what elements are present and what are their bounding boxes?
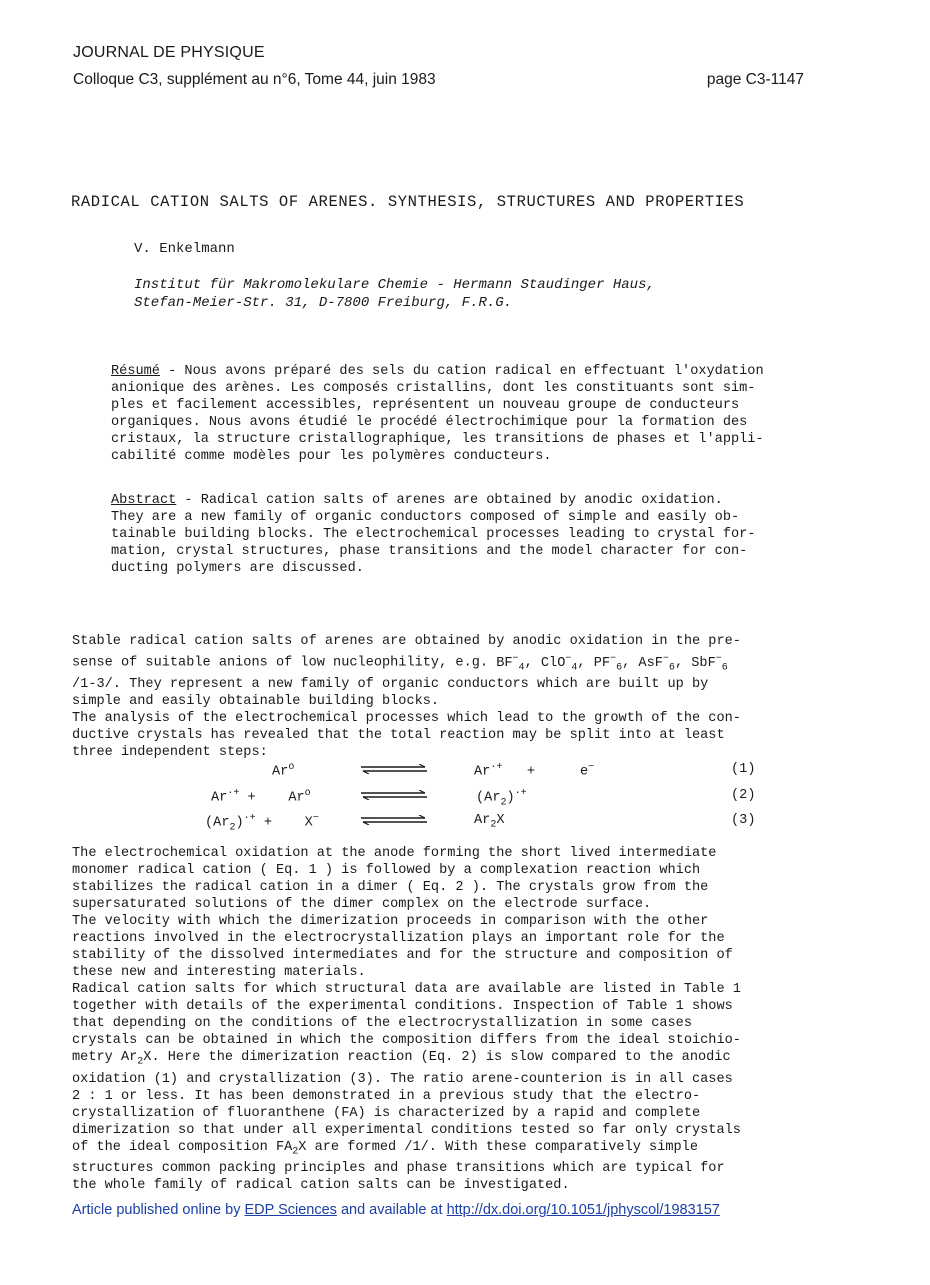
abstract-label: Abstract	[111, 493, 177, 508]
footer-notice: Article published online by EDP Sciences and available at http://dx.doi.org/10.1051/jphyscol/1983157	[72, 1202, 720, 1218]
body-paragraph-1: Stable radical cation salts of arenes are obtained by anodic oxidation in the pre- sense of suitable anions of low nucleophility, e.g. $BF^-_4$, ClO−$_4$, $PF^-_6$, AsF−$_6$, SbF−$_6$ /1-3/. They represent a new family of organic conductors which are built up by simple and easily obtainable building blocks. The analysis of the electrochemical processes which lead to the growth of the con- ductive crystals has revealed that the total reaction may be split into at least three independent steps:	[72, 634, 741, 761]
equilibrium-arrow-icon	[361, 764, 427, 774]
resume-section	[111, 363, 764, 465]
publisher-link[interactable]: EDP Sciences	[244, 1202, 337, 1218]
anion-asf6: AsF−$_6$	[638, 653, 675, 674]
body-paragraph-2	[72, 845, 741, 1194]
body-line: Stable radical cation salts of arenes are obtained by anodic oxidation in the pre-	[72, 634, 741, 649]
body-line: of the ideal composition $FA_2X$ are formed /1/. With these comparatively simple	[72, 1139, 699, 1158]
resume-label: Résumé	[111, 364, 160, 379]
body-text: structures common packing principles and phase transitions which are typical for the whole family of radical cation salts can be investigated.	[72, 1161, 725, 1194]
body-line: metry $Ar_2X$. Here the dimerization reaction (Eq. 2) is slow compared to the anodic	[72, 1050, 731, 1068]
anion-pf6: $PF^-_6$	[593, 653, 623, 674]
author: V. Enkelmann	[134, 241, 235, 257]
paper-title: RADICAL CATION SALTS OF ARENES. SYNTHESIS, STRUCTURES AND PROPERTIES	[71, 193, 745, 211]
eq1-reactant: Ar$^o$	[272, 762, 295, 780]
eq3-number: (3)	[731, 813, 756, 828]
affiliation	[134, 276, 655, 312]
eq3-product: $Ar_2X$	[474, 813, 505, 831]
body-line: sense of suitable anions of low nucleophility, e.g.	[72, 655, 497, 671]
equilibrium-arrow-icon	[361, 815, 427, 825]
affiliation-line-1: Institut für Makromolekulare Chemie - Hermann Staudinger Haus,	[134, 277, 655, 293]
anion-clo4: ClO−$_4$	[540, 653, 578, 674]
eq2-reactants: Ar·+ + Ar$^o$	[211, 788, 311, 806]
eq1-number: (1)	[731, 762, 756, 777]
abstract-section	[111, 492, 755, 577]
affiliation-line-2: Stefan-Meier-Str. 31, D-7800 Freiburg, F.R.G.	[134, 295, 513, 311]
body-text: /1-3/. They represent a new family of organic conductors which are built up by simple and easily obtainable building blocks. The analysis of the electrochemical processes which lead to the growth of the con- ductive crystals has revealed that the total reaction may be split into at least three independent steps:	[72, 677, 741, 761]
journal-name: JOURNAL DE PHYSIQUE	[73, 44, 265, 61]
eq2-product: $(Ar_2)^{\cdot+}$	[476, 788, 527, 809]
doi-link[interactable]: http://dx.doi.org/10.1051/jphyscol/1983157	[446, 1202, 720, 1218]
page-number: page C3-1147	[706, 71, 804, 88]
eq3-reactants: $(Ar_2)^{\cdot+}$ + X−	[205, 813, 319, 834]
eq1-product: Ar·+ +	[474, 762, 535, 780]
abstract-text: - Radical cation salts of arenes are obtained by anodic oxidation. They are a new family of organic conductors composed of simple and easily ob- tainable building blocks. The electrochemical processes leading to crystal for- mation, crystal structures, phase transitions and the model character for con- ducting polymers are discussed.	[111, 493, 756, 576]
body-text: oxidation (1) and crystallization (3). The ratio arene-counterion is in all cases 2 : 1 or less. It has been demonstrated in a previous study that the electro- crystallization of fluoranthene (FA) is characterized by a rapid and complete dimerization so that under all experimental conditions tested so far only crystals	[72, 1071, 741, 1138]
anion-bf4: $BF^-_4$	[496, 653, 525, 674]
eq2-number: (2)	[731, 788, 756, 803]
equilibrium-arrow-icon	[361, 790, 427, 800]
issue-info: Colloque C3, supplément au n°6, Tome 44, juin 1983	[73, 71, 436, 88]
anion-sbf6: SbF−$_6$	[691, 653, 728, 674]
body-text: The electrochemical oxidation at the anode forming the short lived intermediate monomer radical cation ( Eq. 1 ) is followed by a complexation reaction which stabilizes the radical cation in a dimer ( Eq. 2 ). The crystals grow from the supersaturated solutions of the dimer complex on the electrode surface. The velocity with which the dimerization proceeds in comparison with the other reactions involved in the electrocrystallization plays an important role for the stability of the dissolved intermediates and for the structure and composition of these new and interesting materials. Radical cation salts for which structural data are available are listed in Table 1 together with details of the experimental conditions. Inspection of Table 1 shows that depending on the conditions of the electrocrystallization in some cases crystals can be obtained in which the composition differs from the ideal stoichio-	[72, 846, 741, 1048]
resume-text: - Nous avons préparé des sels du cation radical en effectuant l'oxydation anionique des arènes. Les composés cristallins, dont les constituants sont sim- ples et facilement accessibles, représentent un nouveau groupe de conducteurs organiques. Nous avons étudié le procédé électrochimique pour la formation des cristaux, la structure cristallographique, les transitions de phases et l'appli- cabilité comme modèles pour les polymères conducteurs.	[111, 364, 764, 464]
eq1-electron: e−	[580, 762, 595, 780]
